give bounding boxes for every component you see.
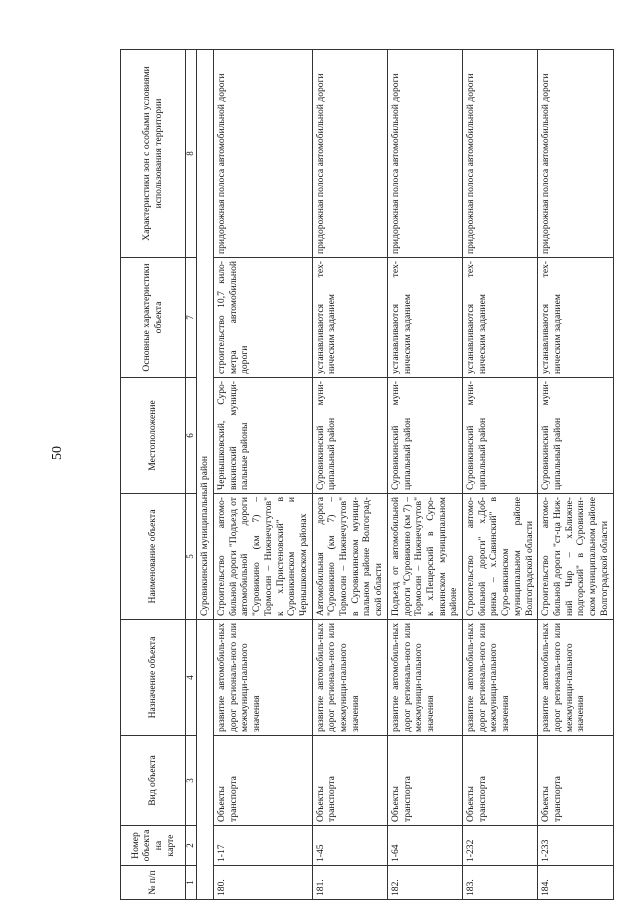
row-number: 180.	[214, 866, 313, 900]
column-number: 8	[186, 50, 197, 258]
column-number: 4	[186, 620, 197, 736]
object-kind: Объекты транспорта	[538, 736, 613, 826]
object-location: Суровикинский муни-ципальный район	[387, 378, 462, 494]
row-number: 181.	[312, 866, 387, 900]
map-number: 1-233	[538, 826, 613, 866]
object-location: Суровикинский муни-ципальный район	[463, 378, 538, 494]
map-number: 1-64	[387, 826, 462, 866]
object-purpose: развитие автомобиль-ных дорог региональ-ного или межмуници-пального значения	[387, 620, 462, 736]
header-cell: Основные характеристики объекта	[121, 258, 186, 378]
zone-characteristics: придорожная полоса автомобильной дороги	[312, 50, 387, 258]
object-kind: Объекты транспорта	[387, 736, 462, 826]
header-cell: № п/п	[121, 866, 186, 900]
district-spacer	[197, 620, 214, 900]
row-number: 184.	[538, 866, 613, 900]
object-location: Чернышковский, Суро-викинский муници-пальные районы	[214, 378, 313, 494]
header-cell: Вид объекта	[121, 736, 186, 826]
column-number-row	[186, 50, 197, 900]
table-row	[463, 50, 538, 900]
row-number: 182.	[387, 866, 462, 900]
header-cell: Местоположение	[121, 378, 186, 494]
table-row	[538, 50, 613, 900]
object-name: Автомобильная дорога "Суровикино (км 7) – Тормосин – Нижнечугутов" в Суровикинском муници-пальном районе Волгоград-ской области	[312, 494, 387, 620]
table-row	[312, 50, 387, 900]
object-name: Строительство автомо-бильной дороги" х.Доб-ринка – х.Савинский" в Суро-викинском муниципальном районе Волгоградской области	[463, 494, 538, 620]
object-purpose: развитие автомобиль-ных дорог региональ-ного или межмуници-пального значения	[463, 620, 538, 736]
object-location: Суровикинский муни-ципальный район	[538, 378, 613, 494]
zone-characteristics: придорожная полоса автомобильной дороги	[538, 50, 613, 258]
column-number: 5	[186, 494, 197, 620]
column-number: 1	[186, 866, 197, 900]
object-name: Строительство автомо-бильной дороги "Подъезд от автомобильной дороги "Суровикино (км 7) – Тормосин – Нижнечугутов" к х.Пристеновский" в Суровикинском и Чернышковском районах	[214, 494, 313, 620]
zone-characteristics: придорожная полоса автомобильной дороги	[214, 50, 313, 258]
header-row	[121, 50, 186, 900]
table-row	[387, 50, 462, 900]
object-kind: Объекты транспорта	[214, 736, 313, 826]
object-location: Суровикинский муни-ципальный район	[312, 378, 387, 494]
column-number: 3	[186, 736, 197, 826]
object-kind: Объекты транспорта	[463, 736, 538, 826]
zone-characteristics: придорожная полоса автомобильной дороги	[387, 50, 462, 258]
object-purpose: развитие автомобиль-ных дорог региональ-ного или межмуници-пального значения	[538, 620, 613, 736]
district-label: Суровикинский муниципальный район	[197, 50, 214, 620]
header-cell: Номер объекта на карте	[121, 826, 186, 866]
district-row	[197, 50, 214, 900]
zone-characteristics: придорожная полоса автомобильной дороги	[463, 50, 538, 258]
object-purpose: развитие автомобиль-ных дорог региональ-ного или межмуници-пального значения	[214, 620, 313, 736]
object-characteristics: устанавливаются тех-ническим заданием	[463, 258, 538, 378]
object-name: Подъезд от автомобильной дороги "Суровикино (км 7) – Тормосин – Нижнечугутов" к х.Пещерский в Суро-викинском муниципальном районе	[387, 494, 462, 620]
map-number: 1-45	[312, 826, 387, 866]
header-cell: Назначение объекта	[121, 620, 186, 736]
map-number: 1-232	[463, 826, 538, 866]
table-row	[214, 50, 313, 900]
row-number: 183.	[463, 866, 538, 900]
object-characteristics: устанавливаются тех-ническим заданием	[538, 258, 613, 378]
object-purpose: развитие автомобиль-ных дорог региональ-ного или межмуници-пального значения	[312, 620, 387, 736]
page-number: 50	[50, 446, 65, 460]
object-characteristics: строительство 10,7 кило-метра автомобильной дороги	[214, 258, 313, 378]
header-cell: Характеристики зон с особыми условиями использования территории	[121, 50, 186, 258]
object-kind: Объекты транспорта	[312, 736, 387, 826]
objects-table	[120, 49, 614, 900]
header-cell: Наименование объекта	[121, 494, 186, 620]
column-number: 2	[186, 826, 197, 866]
column-number: 6	[186, 378, 197, 494]
object-name: Строительство автомо-бильной дороги "ст-ца Ниж-ний Чир – х.Ближне-подгорский" в Суровикин-ском муниципальном районе Волгоградской области	[538, 494, 613, 620]
map-number: 1-17	[214, 826, 313, 866]
object-characteristics: устанавливаются тех-ническим заданием	[312, 258, 387, 378]
rotated-page	[120, 50, 610, 900]
column-number: 7	[186, 258, 197, 378]
object-characteristics: устанавливаются тех-ническим заданием	[387, 258, 462, 378]
